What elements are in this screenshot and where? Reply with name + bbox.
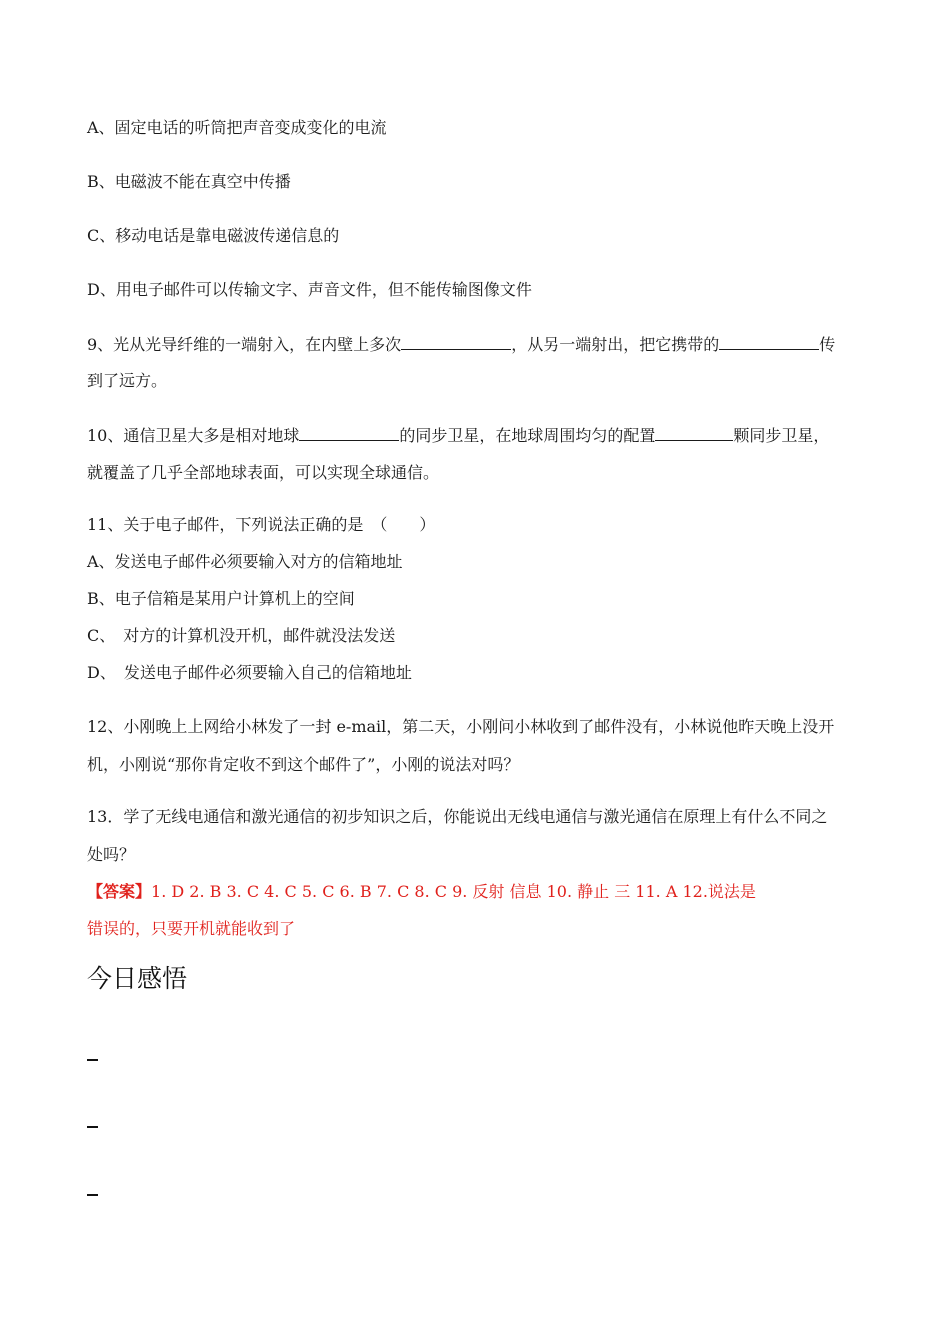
question-11-stem: 11、关于电子邮件，下列说法正确的是 （ ） <box>87 515 436 534</box>
q10-blank-2 <box>655 424 733 441</box>
q8-option-d: D、用电子邮件可以传输文字、声音文件，但不能传输图像文件 <box>87 280 532 299</box>
q9-text-1: 9、光从光导纤维的一端射入，在内壁上多次 <box>87 335 402 354</box>
question-10-line-2: 就覆盖了几乎全部地球表面，可以实现全球通信。 <box>87 463 440 482</box>
answer-line-1 <box>87 882 867 902</box>
q10-text-1: 10、通信卫星大多是相对地球 <box>87 426 300 445</box>
question-9-line-2: 到了远方。 <box>87 371 168 390</box>
question-9-line-1 <box>87 333 867 355</box>
q11-option-c: C、 对方的计算机没开机，邮件就没法发送 <box>87 626 396 645</box>
q10-text-2: 的同步卫星，在地球周围均匀的配置 <box>399 426 656 445</box>
question-12-line-2: 机，小刚说“那你肯定收不到这个邮件了”，小刚的说法对吗？ <box>87 755 520 774</box>
q10-blank-1 <box>299 424 399 441</box>
q8-option-b: B、电磁波不能在真空中传播 <box>87 172 291 191</box>
question-12-line-1: 12、小刚晚上上网给小林发了一封 e-mail，第二天，小刚问小林收到了邮件没有，小林说他昨天晚上没开 <box>87 717 835 736</box>
reflection-line-3 <box>87 1194 98 1196</box>
q9-blank-1 <box>401 333 511 350</box>
reflection-line-2 <box>87 1126 98 1128</box>
q9-text-2: ，从另一端射出，把它携带的 <box>511 335 720 354</box>
q9-text-3: 传 <box>819 335 836 354</box>
section-heading: 今日感悟 <box>87 964 188 993</box>
question-10-line-1 <box>87 424 867 446</box>
q10-text-3: 颗同步卫星， <box>733 426 830 445</box>
answer-values: 1. D 2. B 3. C 4. C 5. C 6. B 7. C 8. C 9. 反射 信息 10. 静止 三 11. A 12.说法是 <box>151 882 756 901</box>
q8-option-c: C、移动电话是靠电磁波传递信息的 <box>87 226 340 245</box>
question-13-line-2: 处吗？ <box>87 845 136 864</box>
answer-line-2: 错误的，只要开机就能收到了 <box>87 919 296 938</box>
answer-tag: 【答案】 <box>87 882 152 901</box>
question-13-line-1: 13．学了无线电通信和激光通信的初步知识之后，你能说出无线电通信与激光通信在原理上有什么不同之 <box>87 807 828 826</box>
q9-blank-2 <box>719 333 819 350</box>
q11-option-a: A、发送电子邮件必须要输入对方的信箱地址 <box>87 552 403 571</box>
reflection-line-1 <box>87 1059 98 1061</box>
q8-option-a: A、固定电话的听筒把声音变成变化的电流 <box>87 118 387 137</box>
q11-option-d: D、 发送电子邮件必须要输入自己的信箱地址 <box>87 663 412 682</box>
q11-option-b: B、电子信箱是某用户计算机上的空间 <box>87 589 355 608</box>
